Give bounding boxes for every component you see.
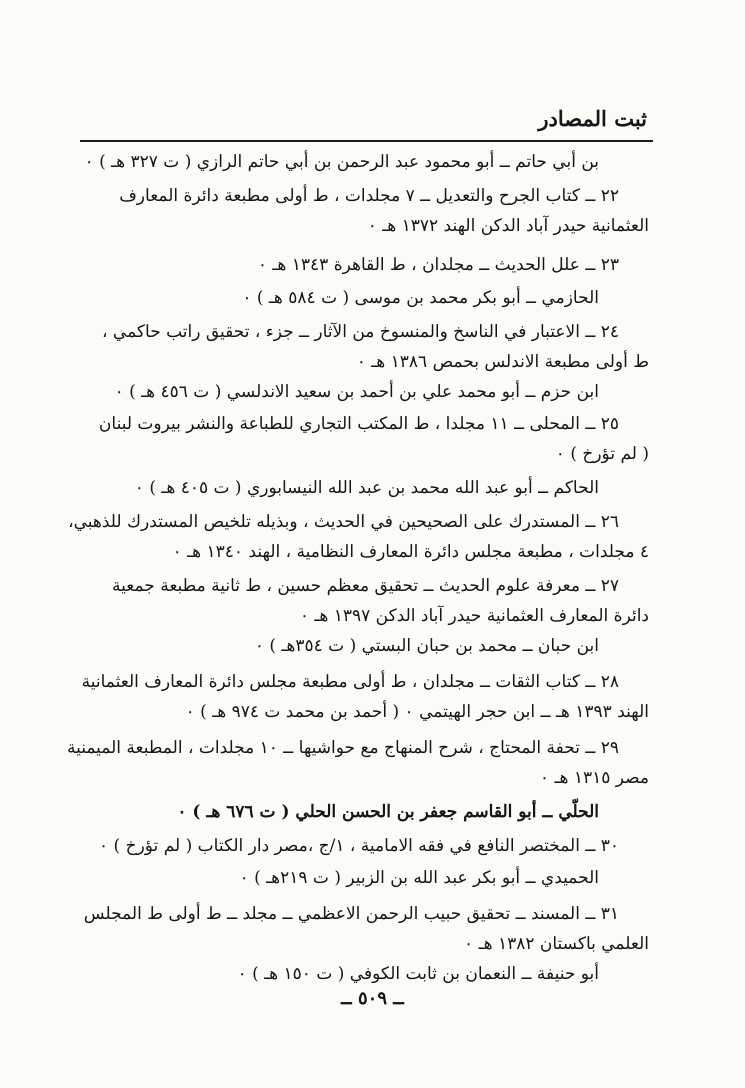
header-divider <box>80 140 653 142</box>
author-line: بن أبي حاتم ــ أبو محمود عبد الرحمن بن أبي حاتم الرازي ( ت ٣٢٧ هـ ) ٠ <box>84 152 599 172</box>
entry-continuation: العثمانية حيدر آباد الدكن الهند ١٣٧٢ هـ ٠ <box>367 216 649 236</box>
entry-line: ٢٥ ــ المحلى ــ ١١ مجلدا ، ط المكتب التجاري للطباعة والنشر بيروت لبنان <box>98 414 619 434</box>
author-line: ابن حزم ــ أبو محمد علي بن أحمد بن سعيد الاندلسي ( ت ٤٥٦ هـ ) ٠ <box>114 382 599 402</box>
entry-line: ٢٨ ــ كتاب الثقات ــ مجلدان ، ط أولى مطبعة مجلس دائرة المعارف العثمانية <box>81 672 619 692</box>
author-line: الحاكم ــ أبو عبد الله محمد بن عبد الله النيسابوري ( ت ٤٠٥ هـ ) ٠ <box>134 478 599 498</box>
entry-continuation: ( لم تؤرخ ) ٠ <box>555 444 649 464</box>
author-line: الحازمي ــ أبو بكر محمد بن موسى ( ت ٥٨٤ هـ ) ٠ <box>242 288 599 308</box>
entry-continuation: ٤ مجلدات ، مطبعة مجلس دائرة المعارف النظامية ، الهند ١٣٤٠ هـ ٠ <box>172 542 649 562</box>
entry-continuation: العلمي باكستان ١٣٨٢ هـ ٠ <box>464 934 649 954</box>
entry-continuation: مصر ١٣١٥ هـ ٠ <box>539 768 649 788</box>
entry-line: ٢٤ ــ الاعتبار في الناسخ والمنسوخ من الآثار ــ جزء ، تحقيق راتب حاكمي ، <box>102 322 619 342</box>
entry-continuation: الهند ١٣٩٣ هـ ــ ابن حجر الهيتمي ٠ ( أحمد بن محمد ت ٩٧٤ هـ ) ٠ <box>185 702 649 722</box>
author-line: الحميدي ــ أبو بكر عبد الله بن الزبير ( ت ٢١٩هـ ) ٠ <box>239 868 599 888</box>
author-line: أبو حنيفة ــ النعمان بن ثابت الكوفي ( ت ١٥٠ هـ ) ٠ <box>237 964 599 984</box>
entry-line: ٢٣ ــ علل الحديث ــ مجلدان ، ط القاهرة ١٣٤٣ هـ ٠ <box>257 255 619 275</box>
entry-line: ٢٧ ــ معرفة علوم الحديث ــ تحقيق معظم حسين ، ط ثانية مطبعة جمعية <box>112 576 619 596</box>
entry-line: ٣١ ــ المسند ــ تحقيق حبيب الرحمن الاعظمي ــ مجلد ــ ط أولى ط المجلس <box>83 904 619 924</box>
entry-continuation: ط أولى مطبعة الاندلس بحمص ١٣٨٦ هـ ٠ <box>356 352 649 372</box>
page-header-title: ثبت المصادر <box>538 106 647 131</box>
entry-line: ٢٢ ــ كتاب الجرح والتعديل ــ ٧ مجلدات ، ط أولى مطبعة دائرة المعارف <box>119 186 619 206</box>
author-line: الحلّي ــ أبو القاسم جعفر بن الحسن الحلي ( ت ٦٧٦ هـ ) ٠ <box>177 802 599 822</box>
page-number: ــ ٥٠٩ ــ <box>341 988 404 1009</box>
entry-line: ٢٦ ــ المستدرك على الصحيحين في الحديث ، وبذيله تلخيص المستدرك للذهبي، <box>68 512 619 532</box>
entry-line: ٣٠ ــ المختصر النافع في فقه الامامية ، ١/ج ،مصر دار الكتاب ( لم تؤرخ ) ٠ <box>99 836 619 856</box>
entry-line: ٢٩ ــ تحفة المحتاج ، شرح المنهاج مع حواشيها ــ ١٠ مجلدات ، المطبعة الميمنية <box>66 738 619 758</box>
author-line: ابن حبان ــ محمد بن حبان البستي ( ت ٣٥٤هـ ) ٠ <box>254 636 599 656</box>
entry-continuation: دائرة المعارف العثمانية حيدر آباد الدكن ١٣٩٧ هـ ٠ <box>299 606 649 626</box>
